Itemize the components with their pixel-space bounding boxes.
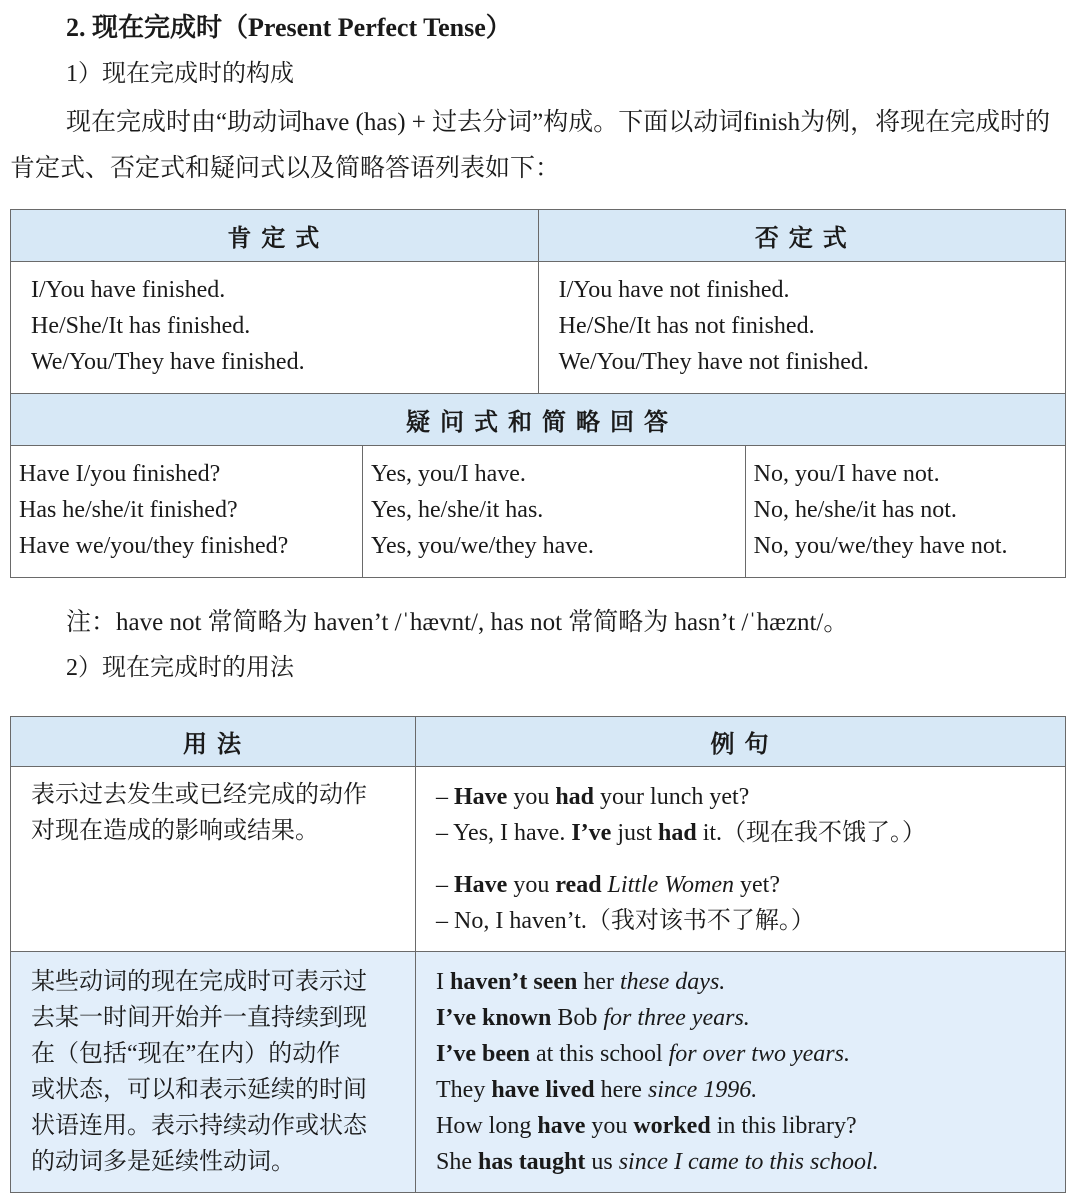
text-segment: her [577, 969, 620, 995]
subsection-title-structure: 1）现在完成时的构成 [66, 61, 294, 87]
bold-segment: had [658, 820, 697, 846]
italic-segment: for three years. [603, 1005, 750, 1031]
usage-line: 对现在造成的影响或结果。 [31, 818, 319, 844]
text-segment: it.（现在我不饿了。） [696, 820, 927, 846]
example-line [436, 815, 1045, 851]
affirmative-line: We/You/They have finished. [31, 349, 305, 375]
example-line [436, 903, 1045, 939]
text-segment: – No, I haven’t.（我对该书不了解。） [436, 908, 815, 934]
text-segment: just [611, 820, 658, 846]
header-negative: 否 定 式 [538, 210, 1065, 262]
usage-line: 去某一时间开始并一直持续到现 [31, 1005, 367, 1031]
text-segment: at this school [529, 1041, 669, 1067]
text-segment: – [436, 784, 454, 810]
affirmative-line: I/You have finished. [31, 277, 226, 303]
affirmative-line: He/She/It has finished. [31, 313, 251, 339]
yes-answers-cell [363, 446, 746, 578]
text-segment: you [507, 784, 556, 810]
italic-segment: since 1996. [647, 1077, 758, 1103]
header-questions-answers: 疑 问 式 和 简 略 回 答 [11, 394, 1066, 446]
examples-cell-1 [416, 767, 1066, 952]
italic-segment: since I came to this school. [618, 1149, 879, 1175]
question-line: Has he/she/it finished? [19, 497, 238, 523]
text-segment: I [436, 969, 450, 995]
text-segment: They [436, 1077, 492, 1103]
text-segment: Bob [551, 1005, 604, 1031]
question-line: Have we/you/they finished? [19, 533, 289, 559]
yes-answer-line: Yes, you/we/they have. [371, 533, 594, 559]
text-segment: you [585, 1113, 634, 1139]
bold-segment: has taught [478, 1149, 586, 1175]
bold-segment: Have [454, 784, 508, 810]
yes-answer-line: Yes, he/she/it has. [371, 497, 544, 523]
yes-answer-line: Yes, you/I have. [371, 461, 526, 487]
header-examples: 例 句 [416, 717, 1066, 767]
bold-segment: I’ve been [436, 1041, 530, 1067]
bold-segment: worked [633, 1113, 711, 1139]
bold-segment: I’ve [571, 820, 612, 846]
question-line: Have I/you finished? [19, 461, 221, 487]
bold-segment: I’ve known [436, 1005, 552, 1031]
text-segment: in this library? [710, 1113, 857, 1139]
negative-cell [538, 262, 1065, 394]
usage-line: 的动词多是延续性动词。 [31, 1149, 295, 1175]
no-answers-cell [745, 446, 1065, 578]
negative-line: We/You/They have not finished. [558, 349, 869, 375]
subsection-title-usage: 2）现在完成时的用法 [66, 655, 294, 681]
usage-line: 表示过去发生或已经完成的动作 [31, 782, 367, 808]
example-line [436, 964, 1045, 1000]
bold-segment: have lived [491, 1077, 595, 1103]
negative-line: I/You have not finished. [558, 277, 790, 303]
no-answer-line: No, he/she/it has not. [753, 497, 957, 523]
no-answer-line: No, you/I have not. [753, 461, 940, 487]
usage-line: 状语连用。表示持续动作或状态 [31, 1113, 367, 1139]
questions-cell [11, 446, 363, 578]
example-line [436, 1144, 1045, 1180]
text-segment: – [436, 872, 454, 898]
italic-segment: Little Women [607, 872, 734, 898]
text-segment: She [436, 1149, 478, 1175]
examples-cell-2 [416, 952, 1066, 1193]
text-segment: – Yes, I have. [436, 820, 572, 846]
section-heading: 2. 现在完成时（Present Perfect Tense） [66, 13, 512, 42]
example-line [436, 1108, 1045, 1144]
italic-segment: for over two years. [668, 1041, 850, 1067]
usage-line: 某些动词的现在完成时可表示过 [31, 969, 367, 995]
contraction-note: 注：have not 常简略为 haven’t /ˈhævnt/, has not 常简略为 hasn’t /ˈhæznt/。 [66, 609, 849, 636]
usage-line: 或状态，可以和表示延续的时间 [31, 1077, 367, 1103]
text-segment: yet? [734, 872, 780, 898]
header-affirmative: 肯 定 式 [11, 210, 539, 262]
no-answer-line: No, you/we/they have not. [753, 533, 1008, 559]
text-segment: you [507, 872, 556, 898]
intro-paragraph: 现在完成时由“助动词have (has) + 过去分词”构成。下面以动词finish为例，将现在完成时的肯定式、否定式和疑问式以及简略答语列表如下： [10, 109, 1051, 182]
bold-segment: read [555, 872, 602, 898]
forms-table [10, 209, 1066, 578]
usage-table [10, 716, 1066, 1193]
example-line [436, 1072, 1045, 1108]
text-segment: How long [436, 1113, 538, 1139]
example-line [436, 867, 1045, 903]
negative-line: He/She/It has not finished. [558, 313, 815, 339]
bold-segment: had [555, 784, 595, 810]
example-line [436, 779, 1045, 815]
example-line [436, 1036, 1045, 1072]
text-segment: us [585, 1149, 619, 1175]
bold-segment: have [537, 1113, 586, 1139]
usage-cell-1 [11, 767, 416, 952]
affirmative-cell [11, 262, 539, 394]
bold-segment: haven’t seen [450, 969, 578, 995]
text-segment: here [594, 1077, 648, 1103]
example-line [436, 1000, 1045, 1036]
usage-line: 在（包括“现在”在内）的动作 [31, 1041, 341, 1067]
italic-segment: these days. [619, 969, 726, 995]
header-usage: 用 法 [11, 717, 416, 767]
bold-segment: Have [454, 872, 508, 898]
text-segment: your lunch yet? [594, 784, 750, 810]
usage-cell-2 [11, 952, 416, 1193]
